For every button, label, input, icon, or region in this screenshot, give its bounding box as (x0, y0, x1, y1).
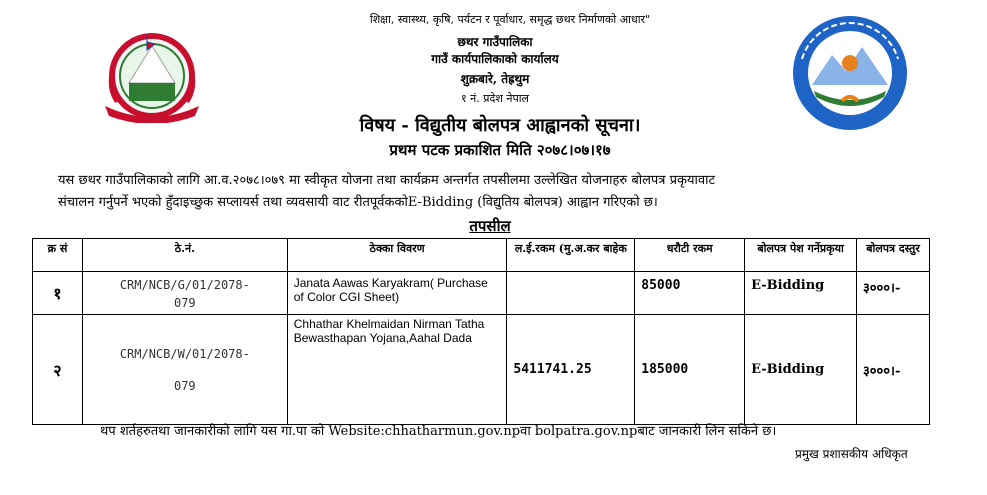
notice-body-line-2: संचालन गर्नुपर्ने भएको हुँदाइच्छुक सप्लायर्स तथा व्यवसायी वाट रीतपूर्वककोE-Bidding (विद्युतिय बोलपत्र) आह्वान गरिएको छ। (58, 195, 658, 210)
nepal-emblem-logo (95, 28, 210, 123)
row-contract-no (82, 315, 287, 425)
row-estimate (507, 272, 635, 315)
row-method: E-Bidding (745, 315, 857, 425)
bid-details-table (32, 238, 930, 425)
row-fee: ३०००।- (857, 272, 930, 315)
header-contract-no: ठे.नं. (82, 239, 287, 272)
row-deposit: 85000 (635, 272, 745, 315)
table-header-row (33, 239, 930, 272)
contract-no-part-1: CRM/NCB/W/01/2078- (119, 346, 250, 361)
table-row (33, 315, 930, 425)
notice-body-line-1: यस छथर गाउँपालिकाको लागि आ.व.२०७८।०७९ मा स्वीकृत योजना तथा कार्यक्रम अन्तर्गत तपसीलमा उल्लेखित योजनाहरु बोलपत्र प्रकृयावाट (58, 173, 716, 188)
row-estimate: 5411741.25 (507, 315, 635, 425)
contract-no-part-1: CRM/NCB/G/01/2078- (119, 278, 250, 292)
publication-date: प्रथम पटक प्रकाशित मिति २०७८।०७।१७ (389, 141, 611, 159)
table-row (33, 272, 930, 315)
province-line: १ नं. प्रदेश नेपाल (460, 92, 530, 105)
row-serial: १ (33, 272, 83, 315)
header-estimate: ल.ई.रकम (मु.अ.कर बाहेक (507, 239, 635, 272)
row-description: Janata Aawas Karyakram( Purchase of Color CGI Sheet) (287, 272, 507, 315)
row-deposit: 185000 (635, 315, 745, 425)
contract-no-part-2: 079 (173, 378, 196, 393)
municipality-name: छथर गाउँपालिका (457, 35, 533, 49)
row-contract-no (82, 272, 287, 315)
row-description: Chhathar Khelmaidan Nirman Tatha Bewasthapan Yojana,Aahal Dada (287, 315, 507, 425)
office-location: शुक्रबारे, तेह्रथुम (460, 72, 530, 86)
row-serial: २ (33, 315, 83, 425)
row-fee: ३०००।- (857, 315, 930, 425)
header-fee: बोलपत्र दस्तुर (857, 239, 930, 272)
motto-line: शिक्षा, स्वास्थ्य, कृषि, पर्यटन र पूर्वाधार, समृद्ध छथर निर्माणको आधार" (369, 13, 651, 26)
header-deposit: धरौटी रकम (635, 239, 745, 272)
table-title: तपसील (469, 217, 511, 235)
notice-subject: विषय - विद्युतीय बोलपत्र आह्वानको सूचना। (359, 115, 641, 136)
signatory: प्रमुख प्रशासकीय अधिकृत (795, 447, 908, 461)
header-description: ठेक्का विवरण (287, 239, 507, 272)
footer-info: थप शर्तहरुतथा जानकारीको लागि यस गा.पा को Website:chhatharmun.gov.npवा bolpatra.gov.npबाट जानकारी लिन सकिने छ। (100, 424, 777, 439)
row-method: E-Bidding (745, 272, 857, 315)
header-method: बोलपत्र पेश गर्नेप्रकृया (745, 239, 857, 272)
header-serial: क्र सं (33, 239, 83, 272)
contract-no-part-2: 079 (173, 296, 196, 310)
municipality-seal-logo (784, 13, 916, 133)
office-name: गाउँ कार्यपालिकाको कार्यालय (431, 52, 559, 66)
